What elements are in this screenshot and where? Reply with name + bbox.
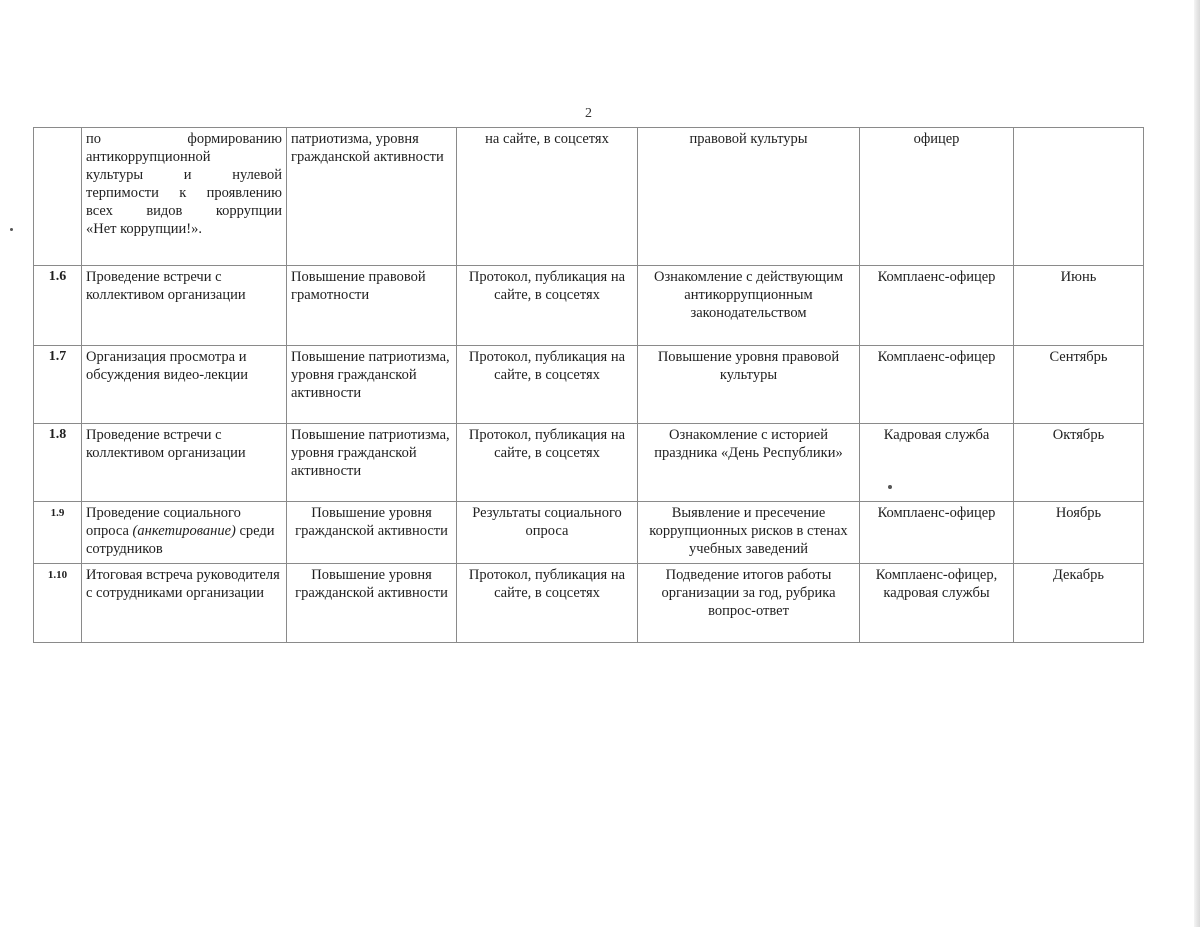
result-cell: Протокол, публикация на сайте, в соцсетях (457, 424, 638, 502)
event-cell (82, 128, 287, 266)
result-cell: Протокол, публикация на сайте, в соцсетях (457, 564, 638, 643)
goal-cell: Повышение уровня гражданской активности (287, 502, 457, 564)
responsible-cell: Комплаенс-офицер, кадровая службы (860, 564, 1014, 643)
table-row (34, 128, 1144, 266)
table-row (34, 424, 1144, 502)
row-number: 1.7 (34, 346, 82, 424)
description-cell: Ознакомление с историей праздника «День Республики» (638, 424, 860, 502)
event-text: Проведение социального опроса (86, 505, 241, 539)
event-line: по формированию (86, 131, 282, 147)
event-line: всех видов коррупции (86, 203, 282, 219)
table-row (34, 346, 1144, 424)
event-text: среди сотрудников (86, 523, 275, 557)
description-cell: Выявление и пресечение коррупционных рисков в стенах учебных заведений (638, 502, 860, 564)
goal-cell: Повышение правовой грамотности (287, 266, 457, 346)
goal-cell: Повышение уровня гражданской активности (287, 564, 457, 643)
scan-speck (10, 228, 13, 231)
responsible-cell: офицер (860, 128, 1014, 266)
event-cell: Организация просмотра и обсуждения видео-лекции (82, 346, 287, 424)
description-cell: Повышение уровня правовой культуры (638, 346, 860, 424)
action-plan-table (33, 127, 1144, 643)
row-number: 1.9 (34, 502, 82, 564)
row-number: 1.6 (34, 266, 82, 346)
description-cell: правовой культуры (638, 128, 860, 266)
event-line: терпимости к проявлению (86, 185, 282, 201)
goal-cell: патриотизма, уровня гражданской активности (287, 128, 457, 266)
responsible-cell: Комплаенс-офицер (860, 502, 1014, 564)
event-italic-text: (анкетирование) (132, 523, 236, 539)
event-cell (82, 502, 287, 564)
period-cell: Июнь (1014, 266, 1144, 346)
row-number (34, 128, 82, 266)
table-row (34, 266, 1144, 346)
goal-cell: Повышение патриотизма, уровня гражданской активности (287, 424, 457, 502)
period-cell: Ноябрь (1014, 502, 1144, 564)
event-cell: Проведение встречи с коллективом организации (82, 266, 287, 346)
description-cell: Ознакомление с действующим антикоррупционным законодательством (638, 266, 860, 346)
event-line: «Нет коррупции!». (86, 221, 202, 237)
event-cell: Проведение встречи с коллективом организации (82, 424, 287, 502)
period-cell: Октябрь (1014, 424, 1144, 502)
event-line: культуры и нулевой (86, 167, 282, 183)
description-cell: Подведение итогов работы организации за год, рубрика вопрос-ответ (638, 564, 860, 643)
responsible-cell: Кадровая служба (860, 424, 1014, 502)
responsible-cell: Комплаенс-офицер (860, 266, 1014, 346)
row-number: 1.10 (34, 564, 82, 643)
goal-cell: Повышение патриотизма, уровня гражданской активности (287, 346, 457, 424)
event-line: антикоррупционной (86, 149, 211, 165)
table-row (34, 502, 1144, 564)
row-number: 1.8 (34, 424, 82, 502)
event-cell: Итоговая встреча руководителя с сотрудниками организации (82, 564, 287, 643)
result-cell: Протокол, публикация на сайте, в соцсетях (457, 266, 638, 346)
period-cell (1014, 128, 1144, 266)
period-cell: Сентябрь (1014, 346, 1144, 424)
result-cell: на сайте, в соцсетях (457, 128, 638, 266)
period-cell: Декабрь (1014, 564, 1144, 643)
result-cell: Результаты социального опроса (457, 502, 638, 564)
responsible-cell: Комплаенс-офицер (860, 346, 1014, 424)
scan-edge-shadow (1194, 0, 1200, 927)
result-cell: Протокол, публикация на сайте, в соцсетях (457, 346, 638, 424)
page-number: 2 (585, 106, 592, 121)
table-row (34, 564, 1144, 643)
